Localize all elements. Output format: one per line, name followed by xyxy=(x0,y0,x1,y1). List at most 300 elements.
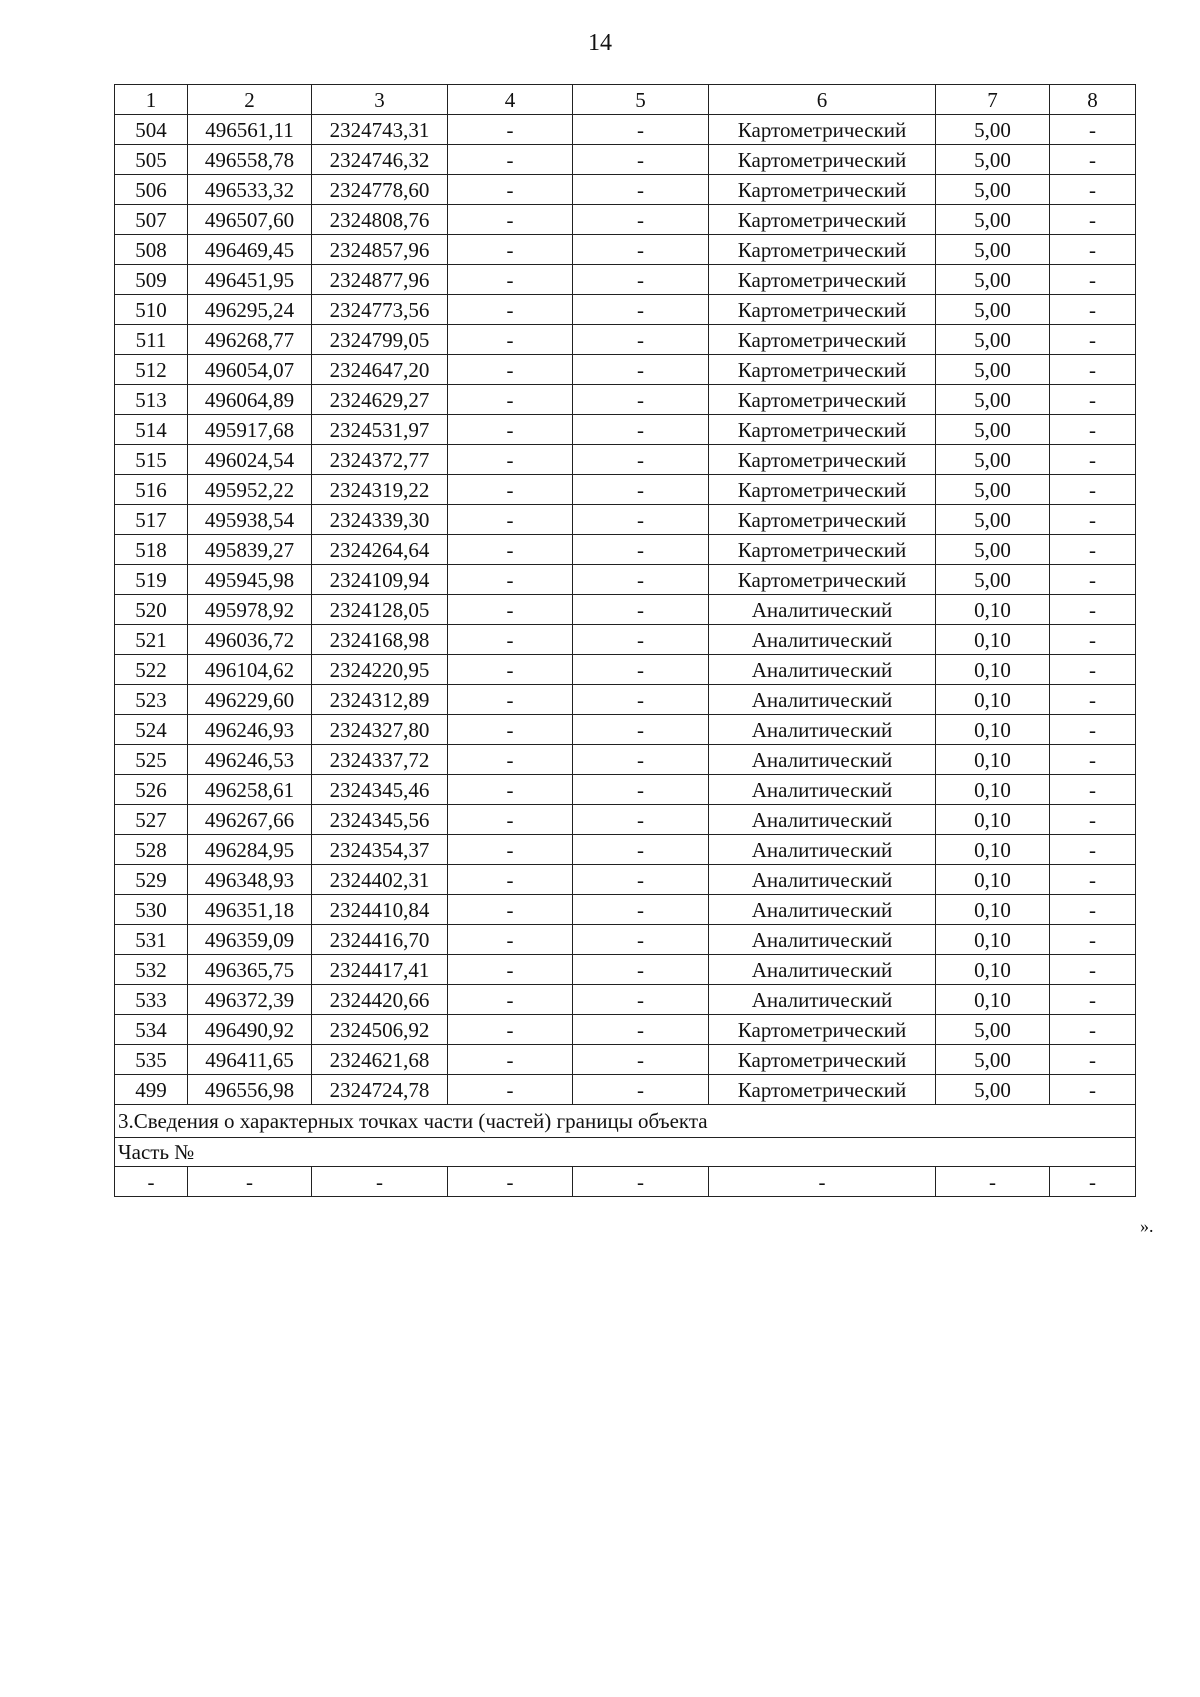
table-cell-col-1: 509 xyxy=(115,265,188,295)
table-cell-col-8: - xyxy=(1050,625,1136,655)
table-row xyxy=(115,1045,1136,1075)
closing-quote: ». xyxy=(1140,1216,1154,1236)
table-cell-col-8: - xyxy=(1050,775,1136,805)
table-cell-col-6: Картометрический xyxy=(709,145,936,175)
table-cell-col-5: - xyxy=(573,265,709,295)
table-row xyxy=(115,985,1136,1015)
table-cell-col-7: 0,10 xyxy=(936,955,1050,985)
table-cell-col-6: Аналитический xyxy=(709,895,936,925)
table-cell-col-2: 496359,09 xyxy=(188,925,312,955)
table-cell-col-5: - xyxy=(573,595,709,625)
empty-part-row xyxy=(115,1167,1136,1197)
table-cell-col-1: 512 xyxy=(115,355,188,385)
table-row xyxy=(115,295,1136,325)
table-cell-col-3: 2324345,56 xyxy=(312,805,448,835)
table-cell-col-3: 2324743,31 xyxy=(312,115,448,145)
table-cell-col-4: - xyxy=(448,475,573,505)
table-cell-col-3: 2324621,68 xyxy=(312,1045,448,1075)
table-cell-col-5: - xyxy=(573,745,709,775)
table-row xyxy=(115,145,1136,175)
table-cell-col-7: 0,10 xyxy=(936,655,1050,685)
table-cell-col-4: - xyxy=(448,265,573,295)
table-row xyxy=(115,415,1136,445)
table-cell-col-7: 5,00 xyxy=(936,115,1050,145)
table-cell-col-5: - xyxy=(573,625,709,655)
table-cell-col-5: - xyxy=(573,955,709,985)
table-row xyxy=(115,475,1136,505)
table-cell-col-7: 0,10 xyxy=(936,745,1050,775)
table-cell-col-7: 0,10 xyxy=(936,715,1050,745)
table-cell-col-2: 496372,39 xyxy=(188,985,312,1015)
table-cell-col-4: - xyxy=(448,325,573,355)
table-cell-col-6: Аналитический xyxy=(709,805,936,835)
table-cell-col-1: 519 xyxy=(115,565,188,595)
table-cell-col-8: - xyxy=(1050,985,1136,1015)
table-cell-col-1: 523 xyxy=(115,685,188,715)
table-cell-col-4: - xyxy=(448,745,573,775)
table-cell-col-3: 2324372,77 xyxy=(312,445,448,475)
table-cell-col-1: 499 xyxy=(115,1075,188,1105)
table-cell-col-8: - xyxy=(1050,385,1136,415)
table-cell-col-4: - xyxy=(448,895,573,925)
table-cell-col-8: - xyxy=(1050,535,1136,565)
table-row xyxy=(115,355,1136,385)
table-row xyxy=(115,235,1136,265)
table-row xyxy=(115,895,1136,925)
table-cell-col-7: 0,10 xyxy=(936,805,1050,835)
table-cell-col-3: 2324109,94 xyxy=(312,565,448,595)
table-cell-col-5: - xyxy=(573,205,709,235)
table-cell-col-3: 2324647,20 xyxy=(312,355,448,385)
table-cell-col-7: 0,10 xyxy=(936,925,1050,955)
table-cell-col-5: - xyxy=(573,685,709,715)
table-cell-col-1: 521 xyxy=(115,625,188,655)
table-cell-col-1: 526 xyxy=(115,775,188,805)
table-cell-col-7: 0,10 xyxy=(936,835,1050,865)
table-row xyxy=(115,625,1136,655)
table-cell-col-2: 496351,18 xyxy=(188,895,312,925)
table-cell-col-3: 2324629,27 xyxy=(312,385,448,415)
table-cell-col-8: - xyxy=(1050,1167,1136,1197)
table-row xyxy=(115,445,1136,475)
table-cell-col-2: 496258,61 xyxy=(188,775,312,805)
table-cell-col-6: Аналитический xyxy=(709,745,936,775)
table-cell-col-4: - xyxy=(448,625,573,655)
table-cell-col-7: 5,00 xyxy=(936,385,1050,415)
table-cell-col-5: - xyxy=(573,355,709,385)
table-cell-col-7: 5,00 xyxy=(936,295,1050,325)
table-cell-col-2: 496490,92 xyxy=(188,1015,312,1045)
table-cell-col-3: - xyxy=(312,1167,448,1197)
table-row xyxy=(115,505,1136,535)
table-cell-col-5: - xyxy=(573,805,709,835)
table-cell-col-7: 5,00 xyxy=(936,535,1050,565)
table-cell-col-4: - xyxy=(448,235,573,265)
table-cell-col-6: Картометрический xyxy=(709,295,936,325)
table-cell-col-1: 505 xyxy=(115,145,188,175)
table-cell-col-5: - xyxy=(573,295,709,325)
table-cell-col-8: - xyxy=(1050,595,1136,625)
table-cell-col-1: 1 xyxy=(115,85,188,115)
table-cell-col-3: 2324319,22 xyxy=(312,475,448,505)
table-cell-col-4: - xyxy=(448,355,573,385)
table-cell-col-3: 2324724,78 xyxy=(312,1075,448,1105)
table-cell-col-2: 496246,53 xyxy=(188,745,312,775)
table-cell-col-2: 495938,54 xyxy=(188,505,312,535)
table-cell-col-7: 0,10 xyxy=(936,625,1050,655)
table-cell-col-5: - xyxy=(573,145,709,175)
table-cell-col-3: 2324220,95 xyxy=(312,655,448,685)
table-cell-col-7: 5,00 xyxy=(936,415,1050,445)
table-cell-col-8: - xyxy=(1050,175,1136,205)
table-cell-col-7: 5,00 xyxy=(936,205,1050,235)
table-cell-col-7: 0,10 xyxy=(936,775,1050,805)
table-cell-col-8: - xyxy=(1050,415,1136,445)
table-cell-col-1: 527 xyxy=(115,805,188,835)
table-cell-col-3: 2324264,64 xyxy=(312,535,448,565)
table-cell-col-3: 2324128,05 xyxy=(312,595,448,625)
table-cell-col-2: 496533,32 xyxy=(188,175,312,205)
table-cell-col-2: 495839,27 xyxy=(188,535,312,565)
table-cell-col-1: 522 xyxy=(115,655,188,685)
table-cell-col-8: - xyxy=(1050,265,1136,295)
table-cell-col-4: - xyxy=(448,565,573,595)
table-cell-col-4: - xyxy=(448,415,573,445)
table-cell-col-5: 5 xyxy=(573,85,709,115)
table-row xyxy=(115,715,1136,745)
table-cell-col-8: - xyxy=(1050,1045,1136,1075)
table-cell-col-6: Картометрический xyxy=(709,235,936,265)
table-cell-col-2: 496036,72 xyxy=(188,625,312,655)
table-cell-col-6: Аналитический xyxy=(709,595,936,625)
page-number: 14 xyxy=(588,30,612,56)
table-cell-col-7: 5,00 xyxy=(936,505,1050,535)
table-cell-col-7: 0,10 xyxy=(936,985,1050,1015)
table-cell-col-6: Картометрический xyxy=(709,385,936,415)
table-cell-col-4: - xyxy=(448,865,573,895)
table-cell-col-1: 513 xyxy=(115,385,188,415)
table-cell-col-6: Аналитический xyxy=(709,955,936,985)
table-cell-col-2: 496365,75 xyxy=(188,955,312,985)
table-cell-col-6: Аналитический xyxy=(709,775,936,805)
table-cell-col-3: 3 xyxy=(312,85,448,115)
table-cell-col-6: Картометрический xyxy=(709,475,936,505)
table-cell-col-3: 2324354,37 xyxy=(312,835,448,865)
table-cell-col-8: - xyxy=(1050,685,1136,715)
table-cell-col-7: 5,00 xyxy=(936,325,1050,355)
table-cell-col-2: 496246,93 xyxy=(188,715,312,745)
table-cell-col-3: 2324531,97 xyxy=(312,415,448,445)
table-cell-col-6: Картометрический xyxy=(709,415,936,445)
table-cell-col-1: 508 xyxy=(115,235,188,265)
table-cell-col-7: 5,00 xyxy=(936,565,1050,595)
table-cell-col-2: 496561,11 xyxy=(188,115,312,145)
table-cell-col-4: 4 xyxy=(448,85,573,115)
table-cell-col-3: 2324506,92 xyxy=(312,1015,448,1045)
table-row xyxy=(115,115,1136,145)
coordinates-table xyxy=(114,84,1136,1197)
table-cell-col-6: Картометрический xyxy=(709,1075,936,1105)
table-cell-col-5: - xyxy=(573,1015,709,1045)
table-cell-col-4: - xyxy=(448,835,573,865)
table-cell-col-7: 5,00 xyxy=(936,445,1050,475)
table-cell-col-2: 496024,54 xyxy=(188,445,312,475)
table-cell-col-5: - xyxy=(573,865,709,895)
table-cell-col-2: 496348,93 xyxy=(188,865,312,895)
table-cell-col-7: 5,00 xyxy=(936,235,1050,265)
table-cell-col-5: - xyxy=(573,445,709,475)
table-cell-col-1: 532 xyxy=(115,955,188,985)
table-cell-col-3: 2324746,32 xyxy=(312,145,448,175)
section-title: 3.Сведения о характерных точках части (частей) границы объекта xyxy=(115,1105,1136,1138)
table-cell-col-7: 5,00 xyxy=(936,1045,1050,1075)
table-cell-col-1: 518 xyxy=(115,535,188,565)
table-cell-col-1: 504 xyxy=(115,115,188,145)
coordinates-table-container xyxy=(114,84,1135,1197)
table-cell-col-8: - xyxy=(1050,505,1136,535)
table-cell-col-5: - xyxy=(573,895,709,925)
table-cell-col-4: - xyxy=(448,685,573,715)
table-cell-col-6: Картометрический xyxy=(709,445,936,475)
table-cell-col-1: 531 xyxy=(115,925,188,955)
table-cell-col-4: - xyxy=(448,1075,573,1105)
table-cell-col-4: - xyxy=(448,385,573,415)
table-row xyxy=(115,205,1136,235)
table-cell-col-4: - xyxy=(448,175,573,205)
table-cell-col-1: 520 xyxy=(115,595,188,625)
table-cell-col-7: - xyxy=(936,1167,1050,1197)
table-cell-col-5: - xyxy=(573,415,709,445)
table-cell-col-7: 5,00 xyxy=(936,1075,1050,1105)
table-cell-col-6: Картометрический xyxy=(709,535,936,565)
table-cell-col-6: Картометрический xyxy=(709,1015,936,1045)
table-cell-col-1: 516 xyxy=(115,475,188,505)
table-cell-col-6: Аналитический xyxy=(709,655,936,685)
table-row xyxy=(115,595,1136,625)
table-row xyxy=(115,175,1136,205)
table-row xyxy=(115,265,1136,295)
table-cell-col-6: Картометрический xyxy=(709,505,936,535)
section-title-row xyxy=(115,1105,1136,1138)
table-cell-col-6: Картометрический xyxy=(709,115,936,145)
table-cell-col-2: 496104,62 xyxy=(188,655,312,685)
table-cell-col-8: - xyxy=(1050,445,1136,475)
table-cell-col-5: - xyxy=(573,655,709,685)
table-cell-col-8: - xyxy=(1050,955,1136,985)
table-cell-col-6: Аналитический xyxy=(709,835,936,865)
table-cell-col-1: 510 xyxy=(115,295,188,325)
table-cell-col-3: 2324339,30 xyxy=(312,505,448,535)
table-cell-col-3: 2324877,96 xyxy=(312,265,448,295)
table-cell-col-3: 2324327,80 xyxy=(312,715,448,745)
table-cell-col-2: 496284,95 xyxy=(188,835,312,865)
table-cell-col-5: - xyxy=(573,1045,709,1075)
table-row xyxy=(115,805,1136,835)
table-cell-col-3: 2324417,41 xyxy=(312,955,448,985)
table-row xyxy=(115,955,1136,985)
table-cell-col-3: 2324420,66 xyxy=(312,985,448,1015)
table-cell-col-8: - xyxy=(1050,145,1136,175)
table-cell-col-4: - xyxy=(448,655,573,685)
table-cell-col-8: - xyxy=(1050,1015,1136,1045)
table-cell-col-5: - xyxy=(573,925,709,955)
table-cell-col-4: - xyxy=(448,145,573,175)
table-cell-col-4: - xyxy=(448,1045,573,1075)
table-cell-col-6: Аналитический xyxy=(709,865,936,895)
table-cell-col-3: 2324799,05 xyxy=(312,325,448,355)
table-row xyxy=(115,1075,1136,1105)
table-cell-col-1: 514 xyxy=(115,415,188,445)
table-cell-col-6: Картометрический xyxy=(709,205,936,235)
table-cell-col-6: Картометрический xyxy=(709,175,936,205)
table-cell-col-5: - xyxy=(573,325,709,355)
table-cell-col-6: Аналитический xyxy=(709,625,936,655)
table-cell-col-8: - xyxy=(1050,865,1136,895)
table-cell-col-4: - xyxy=(448,595,573,625)
table-cell-col-3: 2324857,96 xyxy=(312,235,448,265)
table-cell-col-8: 8 xyxy=(1050,85,1136,115)
table-cell-col-1: 506 xyxy=(115,175,188,205)
table-cell-col-8: - xyxy=(1050,355,1136,385)
table-cell-col-7: 0,10 xyxy=(936,595,1050,625)
table-cell-col-2: 496054,07 xyxy=(188,355,312,385)
table-cell-col-4: - xyxy=(448,715,573,745)
table-row xyxy=(115,1015,1136,1045)
table-cell-col-2: 495945,98 xyxy=(188,565,312,595)
table-cell-col-1: 530 xyxy=(115,895,188,925)
table-cell-col-5: - xyxy=(573,565,709,595)
table-cell-col-8: - xyxy=(1050,205,1136,235)
table-cell-col-7: 0,10 xyxy=(936,895,1050,925)
table-cell-col-1: 517 xyxy=(115,505,188,535)
table-cell-col-2: - xyxy=(188,1167,312,1197)
table-cell-col-4: - xyxy=(448,1015,573,1045)
table-cell-col-6: Картометрический xyxy=(709,265,936,295)
table-cell-col-4: - xyxy=(448,1167,573,1197)
table-cell-col-1: - xyxy=(115,1167,188,1197)
table-cell-col-5: - xyxy=(573,475,709,505)
table-cell-col-5: - xyxy=(573,115,709,145)
table-cell-col-4: - xyxy=(448,115,573,145)
table-cell-col-6: Аналитический xyxy=(709,685,936,715)
table-cell-col-7: 0,10 xyxy=(936,865,1050,895)
table-cell-col-7: 5,00 xyxy=(936,175,1050,205)
table-cell-col-1: 528 xyxy=(115,835,188,865)
table-cell-col-2: 496411,65 xyxy=(188,1045,312,1075)
table-cell-col-8: - xyxy=(1050,475,1136,505)
table-cell-col-2: 496507,60 xyxy=(188,205,312,235)
table-row xyxy=(115,535,1136,565)
table-cell-col-5: - xyxy=(573,385,709,415)
table-cell-col-2: 495952,22 xyxy=(188,475,312,505)
table-cell-col-1: 511 xyxy=(115,325,188,355)
table-row xyxy=(115,655,1136,685)
table-cell-col-8: - xyxy=(1050,565,1136,595)
table-cell-col-5: - xyxy=(573,985,709,1015)
table-cell-col-6: - xyxy=(709,1167,936,1197)
table-cell-col-1: 535 xyxy=(115,1045,188,1075)
table-cell-col-8: - xyxy=(1050,295,1136,325)
table-cell-col-4: - xyxy=(448,925,573,955)
table-row xyxy=(115,865,1136,895)
table-cell-col-2: 495978,92 xyxy=(188,595,312,625)
table-cell-col-7: 5,00 xyxy=(936,475,1050,505)
table-cell-col-2: 496558,78 xyxy=(188,145,312,175)
table-cell-col-1: 524 xyxy=(115,715,188,745)
table-header-row xyxy=(115,85,1136,115)
table-cell-col-2: 496229,60 xyxy=(188,685,312,715)
table-cell-col-8: - xyxy=(1050,895,1136,925)
table-cell-col-2: 496295,24 xyxy=(188,295,312,325)
part-number-label: Часть № xyxy=(115,1138,1136,1167)
table-cell-col-5: - xyxy=(573,835,709,865)
table-cell-col-8: - xyxy=(1050,835,1136,865)
table-cell-col-7: 5,00 xyxy=(936,355,1050,385)
table-cell-col-6: Картометрический xyxy=(709,325,936,355)
table-row xyxy=(115,385,1136,415)
table-cell-col-1: 507 xyxy=(115,205,188,235)
table-cell-col-5: - xyxy=(573,1167,709,1197)
table-cell-col-2: 495917,68 xyxy=(188,415,312,445)
table-cell-col-6: Картометрический xyxy=(709,1045,936,1075)
table-row xyxy=(115,745,1136,775)
table-cell-col-1: 525 xyxy=(115,745,188,775)
table-cell-col-5: - xyxy=(573,175,709,205)
table-cell-col-1: 515 xyxy=(115,445,188,475)
table-cell-col-3: 2324337,72 xyxy=(312,745,448,775)
table-cell-col-5: - xyxy=(573,1075,709,1105)
part-number-row xyxy=(115,1138,1136,1167)
table-cell-col-8: - xyxy=(1050,655,1136,685)
table-cell-col-8: - xyxy=(1050,745,1136,775)
table-cell-col-3: 2324312,89 xyxy=(312,685,448,715)
table-cell-col-3: 2324778,60 xyxy=(312,175,448,205)
table-cell-col-3: 2324773,56 xyxy=(312,295,448,325)
table-cell-col-4: - xyxy=(448,955,573,985)
table-cell-col-8: - xyxy=(1050,325,1136,355)
table-cell-col-8: - xyxy=(1050,115,1136,145)
table-row xyxy=(115,325,1136,355)
table-cell-col-3: 2324808,76 xyxy=(312,205,448,235)
table-cell-col-3: 2324402,31 xyxy=(312,865,448,895)
table-cell-col-8: - xyxy=(1050,715,1136,745)
table-cell-col-2: 496064,89 xyxy=(188,385,312,415)
table-row xyxy=(115,685,1136,715)
table-cell-col-2: 496268,77 xyxy=(188,325,312,355)
table-cell-col-3: 2324345,46 xyxy=(312,775,448,805)
table-cell-col-1: 533 xyxy=(115,985,188,1015)
table-cell-col-4: - xyxy=(448,775,573,805)
table-cell-col-6: 6 xyxy=(709,85,936,115)
table-cell-col-3: 2324410,84 xyxy=(312,895,448,925)
table-cell-col-1: 534 xyxy=(115,1015,188,1045)
table-row xyxy=(115,835,1136,865)
table-cell-col-7: 5,00 xyxy=(936,1015,1050,1045)
table-cell-col-6: Аналитический xyxy=(709,985,936,1015)
table-row xyxy=(115,565,1136,595)
table-cell-col-6: Аналитический xyxy=(709,715,936,745)
table-cell-col-4: - xyxy=(448,535,573,565)
table-cell-col-5: - xyxy=(573,775,709,805)
table-cell-col-4: - xyxy=(448,505,573,535)
table-cell-col-7: 5,00 xyxy=(936,265,1050,295)
table-cell-col-1: 529 xyxy=(115,865,188,895)
table-cell-col-7: 5,00 xyxy=(936,145,1050,175)
table-cell-col-5: - xyxy=(573,235,709,265)
table-cell-col-3: 2324416,70 xyxy=(312,925,448,955)
table-cell-col-3: 2324168,98 xyxy=(312,625,448,655)
table-cell-col-5: - xyxy=(573,535,709,565)
